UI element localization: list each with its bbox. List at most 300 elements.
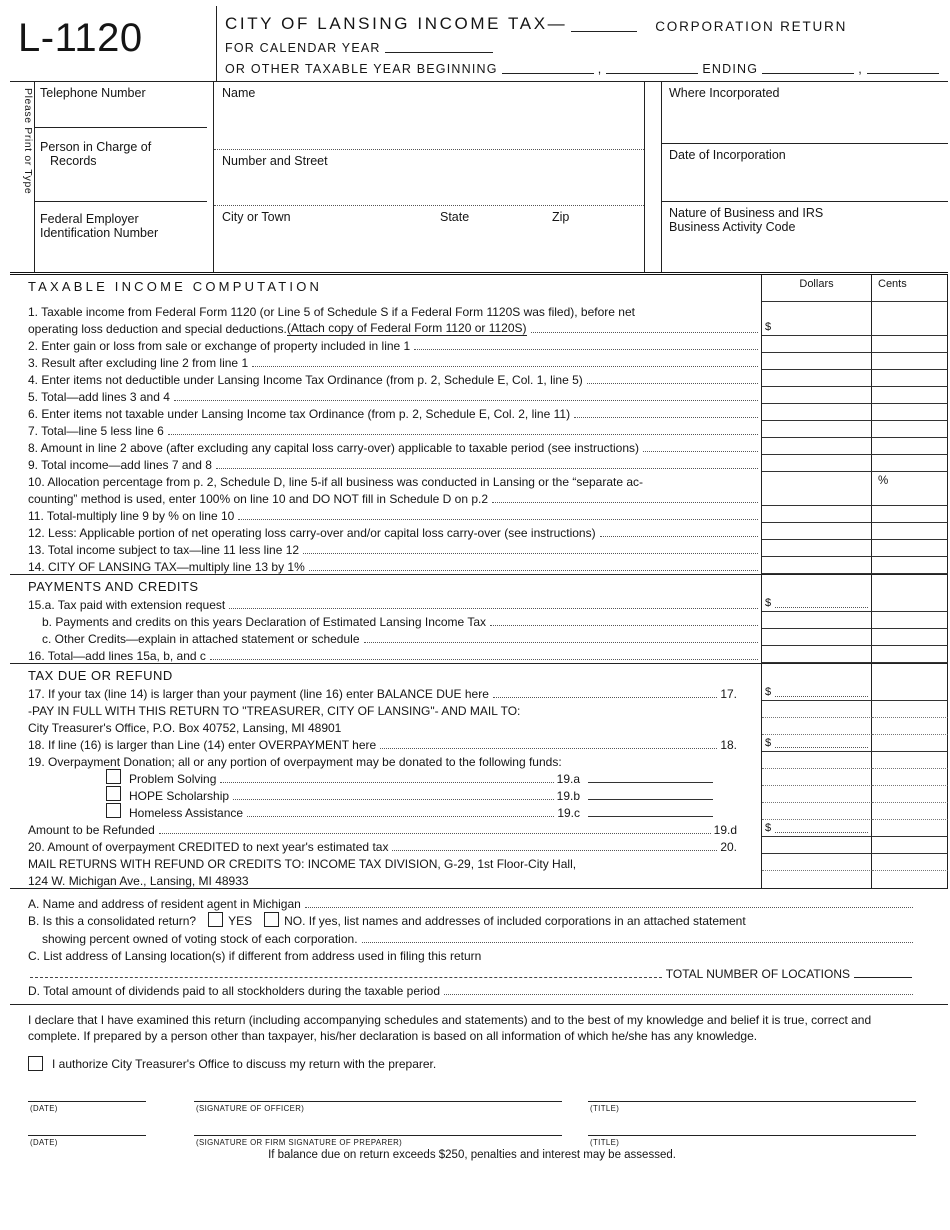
name-field[interactable] bbox=[214, 82, 644, 150]
officer-title-field[interactable] bbox=[588, 1101, 916, 1113]
line-18-dollars-field[interactable] bbox=[762, 735, 872, 752]
dollars-label: Dollars bbox=[799, 278, 834, 290]
line-16-cents-field[interactable] bbox=[872, 646, 948, 663]
line-5-text bbox=[10, 387, 762, 404]
yes-label: YES bbox=[228, 914, 253, 928]
street-field[interactable] bbox=[214, 150, 644, 206]
year-beginning-field[interactable] bbox=[502, 73, 594, 74]
line-2-cents-field[interactable] bbox=[872, 336, 948, 353]
problem-solving-label: Problem Solving bbox=[129, 772, 217, 786]
fein-label-2: Identification Number bbox=[40, 226, 159, 240]
dotted-leader bbox=[364, 642, 759, 643]
telephone-number-field[interactable] bbox=[35, 82, 207, 128]
taxdue-header-row bbox=[10, 663, 948, 684]
line-17-cents-field[interactable] bbox=[872, 684, 948, 701]
line-12-row bbox=[10, 523, 948, 540]
header-title-block bbox=[216, 6, 948, 81]
dotted-leader bbox=[247, 816, 554, 817]
spacer-cents-cell bbox=[872, 701, 948, 718]
line-14-text bbox=[10, 557, 762, 574]
line-12-cents-field[interactable] bbox=[872, 523, 948, 540]
preparer-signature-field[interactable] bbox=[194, 1135, 562, 1147]
line-11-row bbox=[10, 506, 948, 523]
corporation-return-label: CORPORATION RETURN bbox=[655, 19, 848, 34]
line-1-row-a bbox=[10, 302, 948, 319]
spacer-cell bbox=[762, 664, 872, 684]
signature-section bbox=[10, 1101, 948, 1161]
dotted-leader bbox=[600, 536, 758, 537]
incorporation-box bbox=[661, 82, 948, 272]
street-label: Number and Street bbox=[222, 154, 328, 168]
line-17-text bbox=[10, 684, 762, 701]
declaration-section bbox=[10, 1005, 948, 1071]
dotted-leader bbox=[444, 994, 913, 995]
dotted-leader bbox=[159, 833, 711, 834]
percent-header-cell bbox=[872, 472, 948, 489]
line-13-label: 13. Total income subject to tax—line 11 less line 12 bbox=[28, 543, 300, 557]
line-19-row bbox=[10, 752, 948, 769]
line-4-dollars-field[interactable] bbox=[762, 370, 872, 387]
city-state-zip-field[interactable] bbox=[214, 206, 644, 272]
spacer-cell bbox=[762, 302, 872, 319]
dotted-fill bbox=[775, 832, 868, 833]
spacer-dollars-cell bbox=[762, 718, 872, 735]
dotted-leader bbox=[414, 349, 758, 350]
line-6-text bbox=[10, 404, 762, 421]
preparer-title-field[interactable] bbox=[588, 1135, 916, 1147]
treasurer-address-label: City Treasurer's Office, P.O. Box 40752, Lansing, MI 48901 bbox=[28, 721, 342, 735]
line-8-text bbox=[10, 438, 762, 455]
date-label: (DATE) bbox=[30, 1138, 58, 1147]
date-incorporation-field[interactable] bbox=[662, 144, 948, 202]
officer-signature-label: (SIGNATURE OF OFFICER) bbox=[196, 1104, 305, 1113]
dotted-leader bbox=[574, 417, 758, 418]
city-label: City or Town bbox=[222, 210, 291, 224]
spacer-cents-cell bbox=[872, 786, 948, 803]
dotted-leader bbox=[531, 332, 758, 333]
line-16-label: 16. Total—add lines 15a, b, and c bbox=[28, 649, 206, 663]
spacer-cell bbox=[762, 472, 872, 489]
line-20-cents-field[interactable] bbox=[872, 837, 948, 854]
line-3-text bbox=[10, 353, 762, 370]
donation-homeless-row bbox=[10, 803, 948, 820]
year-ending-year-field[interactable] bbox=[867, 73, 939, 74]
hope-scholarship-checkbox[interactable] bbox=[106, 786, 121, 801]
nature-of-business-label-2: Business Activity Code bbox=[669, 220, 796, 234]
state-label: State bbox=[440, 210, 470, 224]
left-label-column bbox=[34, 82, 207, 272]
question-c-label: C. List address of Lansing location(s) if different from address used in filing this return bbox=[28, 949, 482, 963]
line-15c-dollars-field[interactable] bbox=[762, 629, 872, 646]
line-13-text bbox=[10, 540, 762, 557]
line-8-cents-field[interactable] bbox=[872, 438, 948, 455]
line-15b-label: b. Payments and credits on this years Declaration of Estimated Lansing Income Tax bbox=[42, 615, 487, 629]
line-9-dollars-field[interactable] bbox=[762, 455, 872, 472]
line-19a-amount-field[interactable] bbox=[588, 782, 713, 783]
line-10-dollars-field[interactable] bbox=[762, 489, 872, 506]
authorize-preparer-checkbox[interactable] bbox=[28, 1056, 43, 1071]
line-10-label-2: counting” method is used, enter 100% on line 10 and DO NOT fill in Schedule D on p.2 bbox=[28, 492, 489, 506]
form-header bbox=[10, 6, 948, 81]
ending-label: ENDING bbox=[702, 62, 759, 76]
line-18-text bbox=[10, 735, 762, 752]
line-12-text bbox=[10, 523, 762, 540]
dotted-leader bbox=[392, 850, 717, 851]
spacer-dollars-cell bbox=[762, 769, 872, 786]
form-number: L-1120 bbox=[18, 16, 143, 60]
line-19c-number: 19.c bbox=[557, 806, 580, 820]
line-14-dollars-field[interactable] bbox=[762, 557, 872, 574]
line-19a-number: 19.a bbox=[556, 772, 580, 786]
line-15b-row bbox=[10, 612, 948, 629]
spacer-cell bbox=[872, 302, 948, 319]
line-16-dollars-field[interactable] bbox=[762, 646, 872, 663]
line-9-cents-field[interactable] bbox=[872, 455, 948, 472]
balance-due-note: If balance due on return exceeds $250, penalties and interest may be assessed. bbox=[268, 1149, 676, 1161]
no-label: NO. If yes, list names and addresses of included corporations in an attached statement bbox=[284, 914, 746, 928]
line-10-text-a bbox=[10, 472, 762, 489]
line-5-label: 5. Total—add lines 3 and 4 bbox=[28, 390, 170, 404]
line-1-row-b bbox=[10, 319, 948, 336]
dotted-leader bbox=[210, 659, 758, 660]
computation-title: TAXABLE INCOME COMPUTATION bbox=[28, 279, 323, 294]
line-14-cents-field[interactable] bbox=[872, 557, 948, 574]
line-3-cents-field[interactable] bbox=[872, 353, 948, 370]
line-2-dollars-field[interactable] bbox=[762, 336, 872, 353]
line-2-row bbox=[10, 336, 948, 353]
title-label: (TITLE) bbox=[590, 1104, 620, 1113]
line-19d-number: 19.d bbox=[713, 823, 737, 837]
spacer-cents-cell bbox=[872, 752, 948, 769]
line-13-cents-field[interactable] bbox=[872, 540, 948, 557]
line-8-row bbox=[10, 438, 948, 455]
spacer-cents-cell bbox=[872, 871, 948, 888]
line-1-label: 1. Taxable income from Federal Form 1120 (or Line 5 of Schedule S if a Federal Form 1120S was filed), before net bbox=[28, 305, 635, 319]
donation-hope-row bbox=[10, 786, 948, 803]
line-5-row bbox=[10, 387, 948, 404]
spacer-cell bbox=[872, 575, 948, 595]
person-in-charge-label-2: Records bbox=[50, 154, 97, 168]
line-19-label: 19. Overpayment Donation; all or any portion of overpayment may be donated to the following funds: bbox=[28, 755, 562, 769]
mail-returns-row-2 bbox=[10, 871, 948, 888]
payments-title-cell bbox=[10, 575, 762, 595]
fein-field[interactable] bbox=[35, 202, 207, 272]
percent-symbol: % bbox=[878, 475, 889, 487]
line-16-text bbox=[10, 646, 762, 663]
donation-problem-solving-row bbox=[10, 769, 948, 786]
dollars-column-header bbox=[762, 275, 872, 302]
line-12-label: 12. Less: Applicable portion of net operating loss carry-over and/or capital loss carry-over (see instructions) bbox=[28, 526, 596, 540]
line-20-text bbox=[10, 837, 762, 854]
line-1-dollars-field[interactable] bbox=[762, 319, 872, 336]
dotted-fill bbox=[775, 747, 868, 748]
line-10-text-b bbox=[10, 489, 762, 506]
spacer-dollars-cell bbox=[762, 701, 872, 718]
print-or-type-note: Please Print or Type bbox=[22, 88, 34, 195]
spacer-cents-cell bbox=[872, 718, 948, 735]
spacer-cell bbox=[762, 575, 872, 595]
line-19d-label: Amount to be Refunded bbox=[28, 823, 155, 837]
line-7-label: 7. Total—line 5 less line 6 bbox=[28, 424, 164, 438]
dollar-sign: $ bbox=[765, 737, 772, 749]
line-20-label: 20. Amount of overpayment CREDITED to next year's estimated tax bbox=[28, 840, 389, 854]
line-15b-cents-field[interactable] bbox=[872, 612, 948, 629]
payments-and-credits bbox=[10, 574, 948, 663]
question-b-row bbox=[28, 911, 916, 929]
line-4-text bbox=[10, 370, 762, 387]
line-20-dollars-field[interactable] bbox=[762, 837, 872, 854]
line-15b-text bbox=[10, 612, 762, 629]
dotted-leader bbox=[216, 468, 758, 469]
line-13-row bbox=[10, 540, 948, 557]
taxdue-title: TAX DUE OR REFUND bbox=[28, 668, 173, 683]
line-19b-amount-field[interactable] bbox=[588, 799, 713, 800]
dashed-leader bbox=[30, 977, 662, 978]
comma: , bbox=[597, 62, 603, 76]
line-18-row bbox=[10, 735, 948, 752]
declaration-text: I declare that I have examined this return (including accompanying schedules and statements) and to the best of my knowledge and belief it is true, correct and complete. If prepared by a person other than taxpayer, his/her declaration is based on all information of which he/she has any knowledge. bbox=[28, 1013, 872, 1043]
dollar-sign: $ bbox=[765, 686, 772, 698]
line-17-label: 17. If your tax (line 14) is larger than your payment (line 16) enter BALANCE DUE here bbox=[28, 687, 489, 701]
line-17-row bbox=[10, 684, 948, 701]
date-label: (DATE) bbox=[30, 1104, 58, 1113]
line-10-label: 10. Allocation percentage from p. 2, Schedule D, line 5-if all business was conducted in Lansing or the “separate ac- bbox=[28, 475, 644, 489]
dollar-sign: $ bbox=[765, 597, 772, 609]
treasurer-address-text bbox=[10, 718, 762, 735]
line-5-cents-field[interactable] bbox=[872, 387, 948, 404]
spacer-cell bbox=[872, 664, 948, 684]
homeless-assistance-checkbox[interactable] bbox=[106, 803, 121, 818]
year-beginning-year-field[interactable] bbox=[606, 73, 698, 74]
line-10-row-a bbox=[10, 472, 948, 489]
question-b-label-2: showing percent owned of voting stock of each corporation. bbox=[42, 931, 358, 946]
donation-problem-solving bbox=[10, 769, 762, 786]
officer-signature-field[interactable] bbox=[194, 1101, 562, 1113]
mail-returns-text-1 bbox=[10, 854, 762, 871]
line-1-cents-field[interactable] bbox=[872, 319, 948, 336]
cents-label: Cents bbox=[878, 278, 907, 290]
line-8-label: 8. Amount in line 2 above (after excluding any capital loss carry-over) applicable to taxable period (see instructions) bbox=[28, 441, 639, 455]
total-locations-field[interactable] bbox=[854, 977, 912, 978]
officer-signature-row bbox=[28, 1101, 916, 1113]
consolidated-no-checkbox[interactable] bbox=[264, 912, 279, 927]
line-7-text bbox=[10, 421, 762, 438]
line-18-number: 18. bbox=[720, 738, 737, 752]
line-3-label: 3. Result after excluding line 2 from line 1 bbox=[28, 356, 249, 370]
dollar-sign: $ bbox=[765, 822, 772, 834]
line-6-row bbox=[10, 404, 948, 421]
line-15c-label: c. Other Credits—explain in attached statement or schedule bbox=[42, 632, 360, 646]
mail-returns-label-1: MAIL RETURNS WITH REFUND OR CREDITS TO: INCOME TAX DIVISION, G-29, 1st Floor-City Hall, bbox=[28, 857, 577, 871]
dotted-leader bbox=[493, 697, 717, 698]
line-8-dollars-field[interactable] bbox=[762, 438, 872, 455]
where-incorporated-label: Where Incorporated bbox=[669, 86, 780, 100]
title-blank-field[interactable] bbox=[571, 31, 637, 32]
cents-column-header bbox=[872, 275, 948, 302]
spacer-dollars-cell bbox=[762, 803, 872, 820]
questions-section bbox=[10, 889, 948, 1005]
line-14-label: 14. CITY OF LANSING TAX—multiply line 13 by 1% bbox=[28, 560, 305, 574]
line-15a-label: 15.a. Tax paid with extension request bbox=[28, 598, 226, 612]
computation-header-row bbox=[10, 275, 948, 302]
line-19d-text bbox=[10, 820, 762, 837]
hope-scholarship-label: HOPE Scholarship bbox=[129, 789, 230, 803]
preparer-date-field[interactable] bbox=[28, 1135, 146, 1147]
line-12-dollars-field[interactable] bbox=[762, 523, 872, 540]
tax-due-or-refund bbox=[10, 663, 948, 889]
line-19d-row bbox=[10, 820, 948, 837]
person-in-charge-field[interactable] bbox=[35, 128, 207, 202]
taxdue-title-cell bbox=[10, 664, 762, 684]
question-d-row bbox=[28, 981, 916, 999]
pay-in-full-text bbox=[10, 701, 762, 718]
line-11-dollars-field[interactable] bbox=[762, 506, 872, 523]
dotted-leader bbox=[238, 519, 758, 520]
authorize-label: I authorize City Treasurer's Office to discuss my return with the preparer. bbox=[52, 1056, 437, 1071]
consolidated-yes-checkbox[interactable] bbox=[208, 912, 223, 927]
line-17-number: 17. bbox=[720, 687, 737, 701]
line-15b-dollars-field[interactable] bbox=[762, 612, 872, 629]
name-label: Name bbox=[222, 86, 256, 100]
dollar-sign: $ bbox=[765, 321, 772, 333]
line-4-cents-field[interactable] bbox=[872, 370, 948, 387]
line-11-label: 11. Total-multiply line 9 by % on line 10 bbox=[28, 509, 235, 523]
authorize-row bbox=[28, 1056, 916, 1071]
other-year-label: OR OTHER TAXABLE YEAR BEGINNING bbox=[225, 62, 498, 76]
attach-copy-note: (Attach copy of Federal Form 1120 or 1120S) bbox=[286, 321, 527, 335]
dotted-leader bbox=[643, 451, 758, 452]
name-address-box bbox=[213, 82, 645, 272]
line-2-label: 2. Enter gain or loss from sale or exchange of property included in line 1 bbox=[28, 339, 411, 353]
pay-in-full-row bbox=[10, 701, 948, 718]
dotted-fill bbox=[775, 696, 868, 697]
line-1-label-2: operating loss deduction and special deductions. bbox=[28, 322, 287, 336]
line-14-row bbox=[10, 557, 948, 574]
line-16-row bbox=[10, 646, 948, 663]
line-19c-amount-field[interactable] bbox=[588, 816, 713, 817]
dotted-leader bbox=[587, 383, 758, 384]
taxpayer-info-section bbox=[10, 81, 948, 272]
line-11-cents-field[interactable] bbox=[872, 506, 948, 523]
fein-label: Federal Employer bbox=[40, 212, 139, 226]
line-19d-cents-field[interactable] bbox=[872, 820, 948, 837]
telephone-number-label: Telephone Number bbox=[40, 86, 146, 100]
line-18-label: 18. If line (16) is larger than Line (14) enter OVERPAYMENT here bbox=[28, 738, 377, 752]
preparer-signature-label: (SIGNATURE OR FIRM SIGNATURE OF PREPARER) bbox=[196, 1138, 403, 1147]
line-7-dollars-field[interactable] bbox=[762, 421, 872, 438]
line-20-number: 20. bbox=[720, 840, 737, 854]
line-17-dollars-field[interactable] bbox=[762, 684, 872, 701]
line-4-row bbox=[10, 370, 948, 387]
line-3-dollars-field[interactable] bbox=[762, 353, 872, 370]
section-title-cell bbox=[10, 275, 762, 302]
treasurer-address-row bbox=[10, 718, 948, 735]
dotted-leader bbox=[168, 434, 758, 435]
title-row bbox=[225, 14, 948, 34]
line-20-row bbox=[10, 837, 948, 854]
question-d-label: D. Total amount of dividends paid to all stockholders during the taxable period bbox=[28, 984, 441, 998]
line-6-cents-field[interactable] bbox=[872, 404, 948, 421]
donation-hope bbox=[10, 786, 762, 803]
taxable-year-row bbox=[225, 62, 948, 76]
dotted-leader bbox=[362, 942, 913, 943]
line-15c-text bbox=[10, 629, 762, 646]
title-label: (TITLE) bbox=[590, 1138, 620, 1147]
line-3-row bbox=[10, 353, 948, 370]
line-19-text bbox=[10, 752, 762, 769]
line-5-dollars-field[interactable] bbox=[762, 387, 872, 404]
line-19d-dollars-field[interactable] bbox=[762, 820, 872, 837]
spacer-dollars-cell bbox=[762, 786, 872, 803]
line-18-cents-field[interactable] bbox=[872, 735, 948, 752]
dotted-leader bbox=[490, 625, 758, 626]
year-ending-field[interactable] bbox=[762, 73, 854, 74]
line-4-label: 4. Enter items not deductible under Lansing Income Tax Ordinance (from p. 2, Schedule E, Col. 1, line 5) bbox=[28, 373, 583, 387]
date-incorporation-label: Date of Incorporation bbox=[669, 148, 786, 162]
spacer-dollars-cell bbox=[762, 871, 872, 888]
spacer-cents-cell bbox=[872, 803, 948, 820]
dotted-leader bbox=[233, 799, 554, 800]
where-incorporated-field[interactable] bbox=[662, 82, 948, 144]
nature-of-business-label: Nature of Business and IRS bbox=[669, 206, 824, 220]
line-15c-cents-field[interactable] bbox=[872, 629, 948, 646]
nature-of-business-field[interactable] bbox=[662, 202, 948, 272]
dotted-leader bbox=[229, 608, 758, 609]
line-6-dollars-field[interactable] bbox=[762, 404, 872, 421]
question-b-label: B. Is this a consolidated return? bbox=[28, 914, 197, 928]
spacer-dollars-cell bbox=[762, 854, 872, 871]
officer-date-field[interactable] bbox=[28, 1101, 146, 1113]
dotted-leader bbox=[380, 748, 717, 749]
spacer-dollars-cell bbox=[762, 752, 872, 769]
line-1-text-b bbox=[10, 319, 762, 336]
line-15a-cents-field[interactable] bbox=[872, 595, 948, 612]
line-2-text bbox=[10, 336, 762, 353]
question-a-label: A. Name and address of resident agent in Michigan bbox=[28, 896, 301, 911]
line-15c-row bbox=[10, 629, 948, 646]
mail-returns-label-2: 124 W. Michigan Ave., Lansing, MI 48933 bbox=[28, 874, 249, 888]
preparer-signature-row bbox=[28, 1135, 916, 1147]
line-9-text bbox=[10, 455, 762, 472]
line-7-cents-field[interactable] bbox=[872, 421, 948, 438]
dotted-leader bbox=[174, 400, 758, 401]
line-6-label: 6. Enter items not taxable under Lansing Income tax Ordinance (from p. 2, Schedule E, Col. 2, line 11) bbox=[28, 407, 571, 421]
comma: , bbox=[858, 62, 863, 76]
locations-row bbox=[28, 963, 916, 981]
taxable-income-computation bbox=[10, 272, 948, 574]
calendar-year-field[interactable] bbox=[385, 52, 493, 53]
question-a-row bbox=[28, 893, 916, 911]
person-in-charge-label: Person in Charge of bbox=[40, 140, 152, 154]
line-7-row bbox=[10, 421, 948, 438]
line-10-row-b bbox=[10, 489, 948, 506]
line-15a-row bbox=[10, 595, 948, 612]
payments-header-row bbox=[10, 574, 948, 595]
problem-solving-checkbox[interactable] bbox=[106, 769, 121, 784]
dotted-leader bbox=[303, 553, 758, 554]
line-10-percent-field[interactable] bbox=[872, 489, 948, 506]
line-1-text-a bbox=[10, 302, 762, 319]
line-11-text bbox=[10, 506, 762, 523]
dotted-leader bbox=[305, 907, 913, 908]
question-c-row bbox=[28, 946, 916, 964]
payments-title: PAYMENTS AND CREDITS bbox=[28, 579, 199, 594]
line-9-row bbox=[10, 455, 948, 472]
line-13-dollars-field[interactable] bbox=[762, 540, 872, 557]
line-15a-dollars-field[interactable] bbox=[762, 595, 872, 612]
line-9-label: 9. Total income—add lines 7 and 8 bbox=[28, 458, 212, 472]
dotted-leader bbox=[220, 782, 553, 783]
